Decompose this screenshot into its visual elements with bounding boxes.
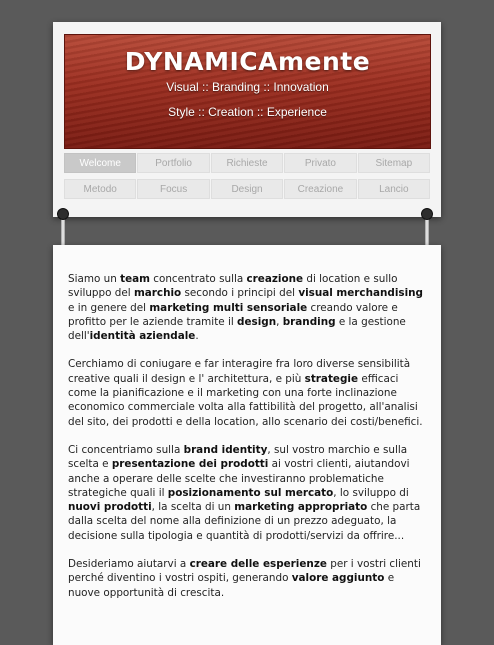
welcome-text [68,272,426,614]
emphasis-text: marketing multi sensoriale [149,301,308,314]
tagline-secondary: Style :: Creation :: Experience [168,105,327,119]
emphasis-text: presentazione dei prodotti [111,458,269,471]
tagline-primary: Visual :: Branding :: Innovation [166,80,329,94]
emphasis-text: brand identity [183,443,268,456]
clip-left-top-icon [57,208,69,220]
emphasis-text: identità aziendale [89,330,196,343]
nav-focus[interactable]: Focus [137,179,209,199]
body-text: che parta dalla scelta del nome alla definizione di un prezzo adeguato, la decisione sulla tipologia e quantità di prodotti/servizi da offrire... [68,501,421,542]
body-text: e in genere del [68,301,150,314]
emphasis-text: marketing appropriato [234,501,368,514]
site-title: DYNAMICAmente [124,47,371,76]
emphasis-text: creazione [246,273,304,285]
header-card [53,22,441,217]
emphasis-text: design [237,315,277,328]
body-text: efficaci come la pianificazione e il marketing con una forte inclinazione economico commerciale volta alla fattibilità del progetto, all'analisi del sito, dei prodotti e della location, allo scenario dei costi/benefici. [68,372,423,428]
body-text: . [195,330,199,343]
body-text: e nuove opportunità di crescita. [68,572,395,599]
emphasis-text: creare delle esperienze [189,558,327,571]
nav-richieste[interactable]: Richieste [211,153,283,173]
emphasis-text: branding [282,315,336,328]
body-text: Ci concentriamo sulla [68,443,184,456]
nav-welcome[interactable]: Welcome [64,153,136,173]
emphasis-text: marchio [133,287,182,300]
paragraph [68,357,426,428]
body-text: , [276,315,283,328]
nav-row-primary [64,153,430,173]
nav-creazione[interactable]: Creazione [284,179,356,199]
body-text: , sul vostro marchio e sulla scelta e [68,443,408,471]
body-text: ai vostri clienti, aiutandovi anche a operare delle scelte che investiranno problematiche strategiche quali il [68,458,410,499]
body-text: Cerchiamo di coniugare e far interagire fra loro diverse sensibilità creative quali il design e l' architettura, e più [68,358,411,385]
nav-design[interactable]: Design [211,179,283,199]
body-text: per i vostri clienti perché diventino i vostri ospiti, generando [68,558,421,585]
body-text: secondo i principi del [181,287,299,300]
emphasis-text: team [120,273,150,285]
body-text: creando valore e profitto per le aziende tramite il [68,301,398,328]
nav-lancio[interactable]: Lancio [358,179,430,199]
nav-metodo[interactable]: Metodo [64,179,136,199]
body-text: di location e sullo sviluppo del [68,273,398,300]
header-banner [64,34,431,149]
emphasis-text: visual merchandising [298,287,423,300]
body-text: , lo sviluppo di [333,486,409,499]
nav-portfolio[interactable]: Portfolio [137,153,209,173]
emphasis-text: valore aggiunto [291,572,385,585]
body-text: e la gestione dell' [68,315,406,343]
body-text: , la scelta di un [151,501,235,514]
paragraph [68,557,426,600]
emphasis-text: nuovi prodotti [68,501,152,514]
body-text: Siamo un [68,273,121,285]
body-text: Desideriamo aiutarvi a [68,558,190,571]
emphasis-text: strategie [304,372,359,385]
paragraph [68,272,426,343]
paragraph [68,443,426,543]
content-card [53,245,441,645]
nav-row-secondary [64,179,430,199]
emphasis-text: posizionamento sul mercato [167,486,334,499]
nav-privato[interactable]: Privato [284,153,356,173]
nav-sitemap[interactable]: Sitemap [358,153,430,173]
body-text: concentrato sulla [149,273,247,285]
clip-right-top-icon [421,208,433,220]
